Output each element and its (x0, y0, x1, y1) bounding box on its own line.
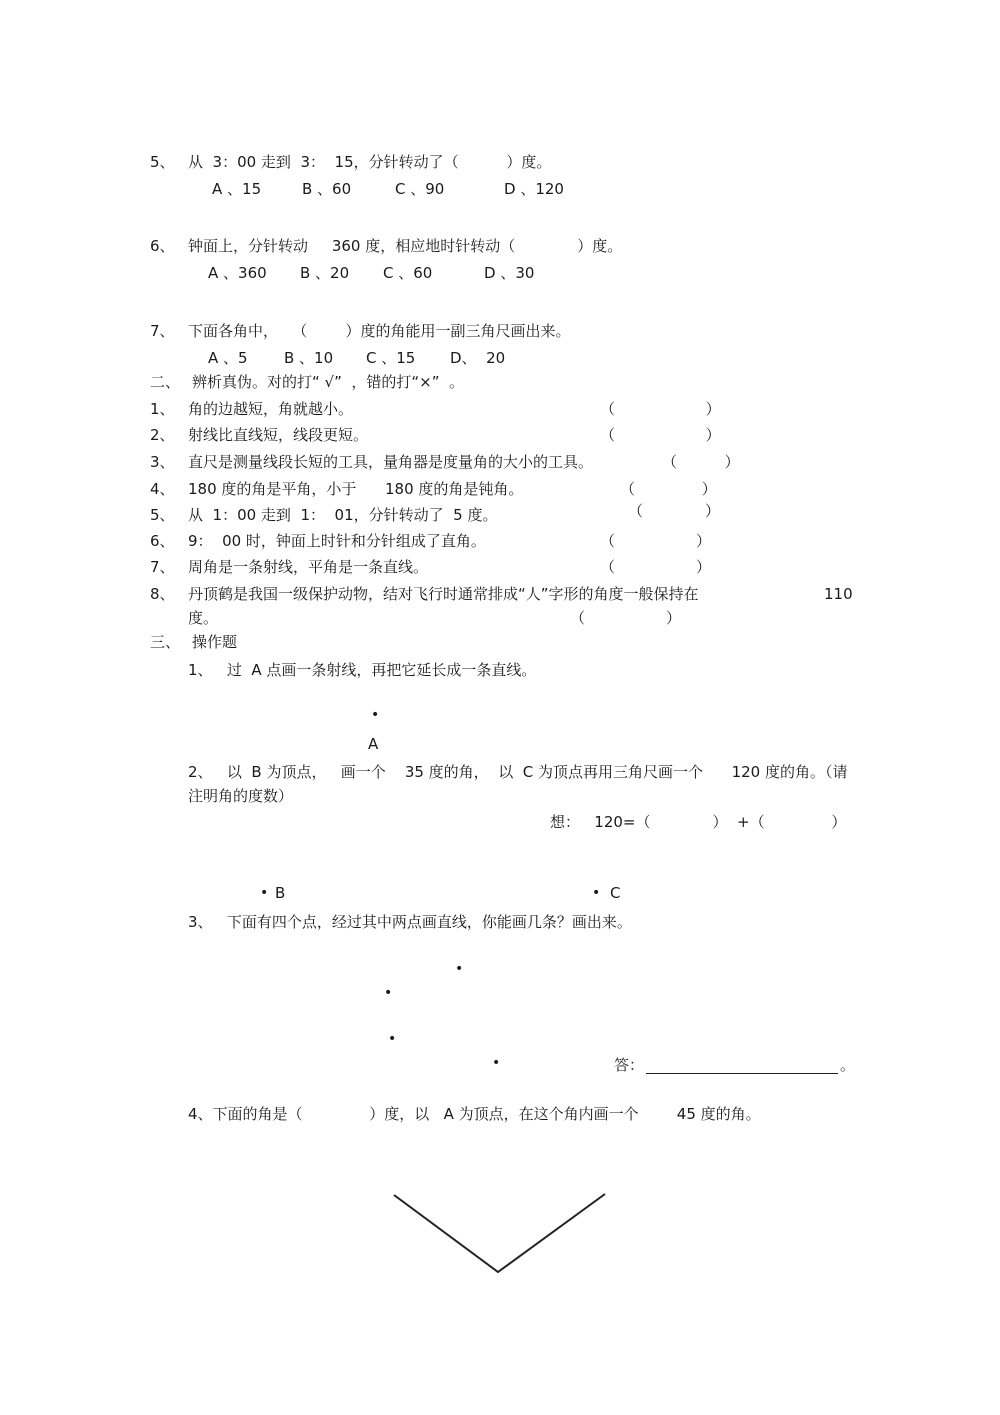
tf-item-4-text: 180 度的角是平角，小于 180 度的角是钝角。 (188, 480, 524, 498)
tf-item-3-number: 3、 (150, 453, 175, 471)
tf-item-3-text: 直尺是测量线段长短的工具，量角器是度量角的大小的工具。 (188, 453, 594, 471)
tf-item-1-answer-bracket[interactable]: （ ） (600, 400, 721, 418)
op-q2-text-line2: 注明角的度数） (188, 787, 294, 805)
tf-item-7-answer-bracket[interactable]: （ ） (600, 558, 712, 576)
tf-item-7-number: 7、 (150, 558, 175, 576)
op-q2-text: 2、 以 B 为顶点， 画一个 35 度的角， 以 C 为顶点再用三角尺画一个 120 度的角。（请 (188, 763, 848, 781)
mc-q5-option-b: B 、60 (302, 180, 352, 198)
tf-item-6-text: 9： 00 时，钟面上时针和分针组成了直角。 (188, 532, 486, 550)
mc-q7-option-d: D、 20 (450, 349, 506, 367)
tf-item-6-number: 6、 (150, 532, 175, 550)
tf-item-3-answer-bracket[interactable]: （ ） (662, 453, 740, 471)
q3-point-2-dot: • (384, 985, 393, 1001)
mc-q6-option-c: C 、60 (383, 264, 433, 282)
tf-item-2-text: 射线比直线短，线段更短。 (188, 426, 369, 444)
section3-heading-number: 三、 (150, 633, 181, 651)
tf-item-8-number: 8、 (150, 585, 175, 603)
point-b-label: B (275, 884, 286, 902)
tf-item-7-text: 周角是一条射线，平角是一条直线。 (188, 558, 429, 576)
mc-q5-option-c: C 、90 (395, 180, 445, 198)
tf-item-8-answer-bracket[interactable]: （ ） (570, 609, 682, 627)
mc-q6-number: 6、 (150, 237, 175, 255)
op-q1-text: 1、 过 A 点画一条射线，再把它延长成一条直线。 (188, 661, 537, 679)
mc-q5-option-d: D 、120 (504, 180, 564, 198)
mc-q7-option-b: B 、10 (284, 349, 334, 367)
section2-heading: 辨析真伪。对的打“ √” ，错的打“×” 。 (192, 373, 465, 391)
op-q3-text: 3、 下面有四个点，经过其中两点画直线，你能画几条？画出来。 (188, 913, 632, 931)
q3-point-3-dot: • (388, 1031, 397, 1047)
mc-q6-option-a: A 、360 (208, 264, 267, 282)
tf-item-8-text-line2: 度。 (188, 609, 219, 627)
mc-q7-option-a: A 、5 (208, 349, 248, 367)
point-b-dot: • (260, 885, 269, 901)
q3-point-1-dot: • (455, 961, 464, 977)
mc-q5-option-a: A 、15 (212, 180, 262, 198)
mc-q5-number: 5、 (150, 153, 175, 171)
tf-item-5-answer-bracket[interactable]: （ ） (628, 502, 720, 520)
angle-lines (394, 1194, 605, 1272)
op-q4-text: 4、下面的角是（ ）度，以 A 为顶点，在这个角内画一个 45 度的角。 (188, 1105, 761, 1123)
tf-item-2-answer-bracket[interactable]: （ ） (600, 426, 721, 444)
op-q3-answer-end: 。 (840, 1056, 856, 1074)
tf-item-8-number-value: 110 (824, 585, 853, 603)
mc-q5-text: 从 3：00 走到 3： 15，分针转动了（ ）度。 (188, 153, 552, 171)
point-a-dot: • (371, 707, 380, 723)
section3-heading: 操作题 (192, 633, 238, 651)
tf-item-1-text: 角的边越短，角就越小。 (188, 400, 354, 418)
mc-q7-number: 7、 (150, 322, 175, 340)
point-c-dot: • (592, 885, 601, 901)
point-c-label: C (610, 884, 621, 902)
mc-q6-option-b: B 、20 (300, 264, 350, 282)
q3-point-4-dot: • (492, 1055, 501, 1071)
tf-item-6-answer-bracket[interactable]: （ ） (600, 532, 712, 550)
tf-item-5-number: 5、 (150, 506, 175, 524)
point-a-label: A (368, 735, 379, 753)
op-q2-think: 想： 120=（ ） +（ ） (550, 813, 847, 831)
tf-item-4-answer-bracket[interactable]: （ ） (620, 480, 717, 498)
mc-q7-option-c: C 、15 (366, 349, 416, 367)
mc-q6-option-d: D 、30 (484, 264, 535, 282)
tf-item-5-text: 从 1：00 走到 1： 01，分针转动了 5 度。 (188, 506, 498, 524)
mc-q6-text: 钟面上，分针转动 360 度，相应地时针转动（ ）度。 (188, 237, 623, 255)
tf-item-4-number: 4、 (150, 480, 175, 498)
op-q3-answer-label: 答： (614, 1056, 645, 1074)
tf-item-8-text: 丹顶鹤是我国一级保护动物，结对飞行时通常排成“人”字形的角度一般保持在 (188, 585, 699, 603)
mc-q7-text: 下面各角中， （ ）度的角能用一副三角尺画出来。 (188, 322, 571, 340)
tf-item-2-number: 2、 (150, 426, 175, 444)
section2-heading-number: 二、 (150, 373, 181, 391)
tf-item-1-number: 1、 (150, 400, 175, 418)
